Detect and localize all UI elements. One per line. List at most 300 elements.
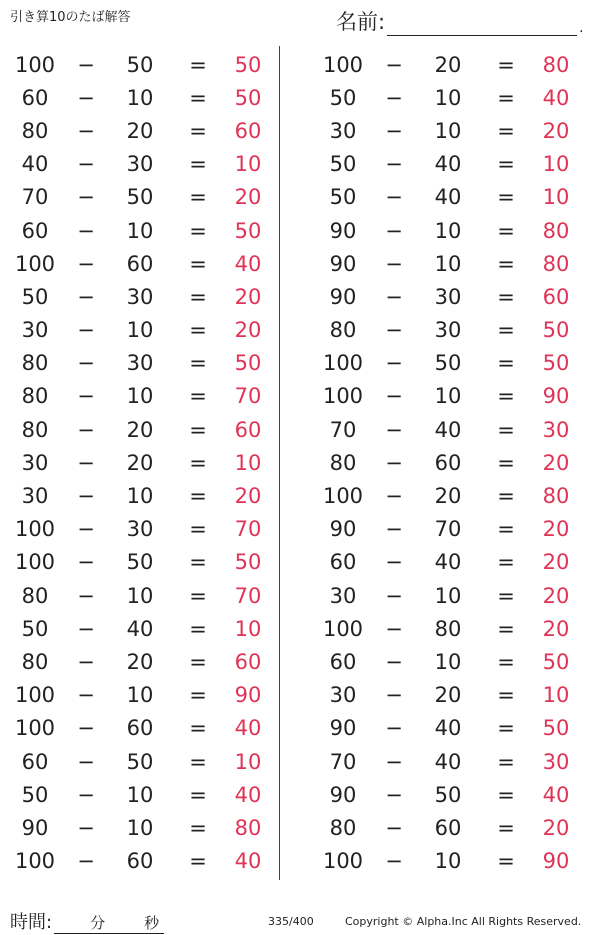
subtrahend: 10 (434, 649, 462, 674)
minus-sign: − (385, 218, 403, 243)
minus-sign: − (77, 52, 95, 77)
answer: 20 (234, 284, 262, 309)
subtrahend: 60 (434, 450, 462, 475)
problem-row (314, 380, 580, 413)
minus-sign: − (77, 218, 95, 243)
subtrahend: 10 (434, 583, 462, 608)
minuend: 40 (21, 152, 49, 177)
minuend: 80 (21, 384, 49, 409)
subtrahend: 50 (126, 185, 154, 210)
page-number: 335/400 (268, 915, 314, 928)
minus-sign: − (385, 616, 403, 641)
minus-sign: − (77, 318, 95, 343)
subtrahend: 40 (434, 716, 462, 741)
minuend: 50 (21, 284, 49, 309)
equals-sign: = (189, 218, 207, 243)
minuend: 100 (14, 716, 56, 741)
minus-sign: − (385, 849, 403, 874)
equals-sign: = (497, 450, 515, 475)
answer: 60 (234, 649, 262, 674)
answer: 40 (234, 849, 262, 874)
subtrahend: 50 (434, 782, 462, 807)
answer: 30 (542, 749, 570, 774)
problem-row (6, 347, 272, 380)
minus-sign: − (385, 815, 403, 840)
subtrahend: 10 (126, 815, 154, 840)
equals-sign: = (497, 218, 515, 243)
equals-sign: = (497, 185, 515, 210)
answer: 50 (542, 649, 570, 674)
minuend: 30 (329, 583, 357, 608)
equals-sign: = (497, 716, 515, 741)
minus-sign: − (77, 716, 95, 741)
left-problem-column (6, 48, 272, 878)
subtrahend: 60 (126, 251, 154, 276)
equals-sign: = (189, 417, 207, 442)
equals-sign: = (189, 749, 207, 774)
answer: 20 (542, 450, 570, 475)
equals-sign: = (497, 351, 515, 376)
minuend: 90 (329, 218, 357, 243)
answer: 80 (542, 251, 570, 276)
problem-row (314, 148, 580, 181)
problem-row (314, 712, 580, 745)
equals-sign: = (189, 849, 207, 874)
minuend: 100 (14, 517, 56, 542)
minus-sign: − (385, 284, 403, 309)
equals-sign: = (497, 484, 515, 509)
equals-sign: = (189, 683, 207, 708)
answer: 20 (542, 118, 570, 143)
subtrahend: 40 (126, 616, 154, 641)
minuend: 80 (21, 417, 49, 442)
subtrahend: 50 (126, 52, 154, 77)
answer: 50 (234, 85, 262, 110)
minuend: 30 (21, 484, 49, 509)
minus-sign: − (77, 251, 95, 276)
answer: 20 (542, 517, 570, 542)
problem-row (6, 81, 272, 114)
subtrahend: 10 (126, 484, 154, 509)
subtrahend: 30 (126, 152, 154, 177)
subtrahend: 20 (126, 450, 154, 475)
problem-row (6, 546, 272, 579)
equals-sign: = (189, 384, 207, 409)
problem-row (314, 413, 580, 446)
minus-sign: − (77, 450, 95, 475)
time-field (10, 908, 164, 934)
right-problem-column (314, 48, 580, 878)
answer: 10 (234, 616, 262, 641)
minuend: 70 (329, 749, 357, 774)
equals-sign: = (189, 484, 207, 509)
equals-sign: = (497, 616, 515, 641)
minuend: 80 (329, 318, 357, 343)
subtrahend: 10 (126, 218, 154, 243)
problem-row (314, 645, 580, 678)
minuend: 60 (21, 749, 49, 774)
name-end-dot: . (579, 20, 584, 36)
equals-sign: = (497, 52, 515, 77)
equals-sign: = (189, 782, 207, 807)
problem-row (6, 579, 272, 612)
answer: 80 (542, 218, 570, 243)
subtrahend: 10 (434, 849, 462, 874)
problem-row (6, 811, 272, 844)
problem-row (314, 48, 580, 81)
minus-sign: − (385, 716, 403, 741)
minuend: 100 (14, 849, 56, 874)
equals-sign: = (497, 417, 515, 442)
answer: 60 (234, 118, 262, 143)
answer: 10 (542, 152, 570, 177)
subtrahend: 30 (126, 284, 154, 309)
minuend: 60 (21, 218, 49, 243)
answer: 40 (234, 716, 262, 741)
answer: 70 (234, 583, 262, 608)
problem-row (314, 811, 580, 844)
answer: 80 (234, 815, 262, 840)
minus-sign: − (385, 351, 403, 376)
minus-sign: − (77, 185, 95, 210)
answer: 50 (234, 351, 262, 376)
minus-sign: − (385, 484, 403, 509)
answer: 10 (234, 749, 262, 774)
subtrahend: 10 (126, 318, 154, 343)
minus-sign: − (77, 351, 95, 376)
equals-sign: = (497, 118, 515, 143)
minus-sign: − (77, 683, 95, 708)
problem-row (314, 845, 580, 878)
subtrahend: 10 (434, 251, 462, 276)
minus-sign: − (385, 118, 403, 143)
minuend: 80 (21, 351, 49, 376)
minus-sign: − (77, 384, 95, 409)
worksheet-title: 引き算10のたば解答 (10, 10, 131, 25)
answer: 40 (234, 782, 262, 807)
problem-row (6, 314, 272, 347)
minus-sign: − (385, 384, 403, 409)
problem-row (314, 612, 580, 645)
answer: 50 (234, 52, 262, 77)
equals-sign: = (189, 284, 207, 309)
minus-sign: − (385, 517, 403, 542)
equals-sign: = (189, 318, 207, 343)
subtrahend: 80 (434, 616, 462, 641)
equals-sign: = (497, 683, 515, 708)
answer: 50 (542, 318, 570, 343)
minuend: 100 (14, 550, 56, 575)
minuend: 50 (329, 152, 357, 177)
subtrahend: 40 (434, 152, 462, 177)
answer: 20 (234, 185, 262, 210)
seconds-label: 秒 (144, 914, 160, 932)
subtrahend: 30 (126, 351, 154, 376)
problem-row (314, 546, 580, 579)
equals-sign: = (189, 351, 207, 376)
minuend: 30 (21, 318, 49, 343)
answer: 20 (542, 616, 570, 641)
minuend: 100 (322, 384, 364, 409)
equals-sign: = (189, 649, 207, 674)
problem-row (314, 114, 580, 147)
minus-sign: − (385, 251, 403, 276)
answer: 30 (542, 417, 570, 442)
problem-row (314, 347, 580, 380)
answer: 70 (234, 384, 262, 409)
problem-row (6, 148, 272, 181)
problem-row (314, 778, 580, 811)
equals-sign: = (189, 716, 207, 741)
minuend: 100 (322, 52, 364, 77)
minuend: 30 (21, 450, 49, 475)
answer: 50 (234, 218, 262, 243)
minus-sign: − (77, 85, 95, 110)
minuend: 100 (14, 52, 56, 77)
problem-row (314, 579, 580, 612)
problem-row (314, 181, 580, 214)
subtrahend: 20 (126, 649, 154, 674)
answer: 80 (542, 484, 570, 509)
equals-sign: = (189, 616, 207, 641)
problem-row (314, 314, 580, 347)
minus-sign: − (77, 417, 95, 442)
column-divider (279, 46, 280, 880)
subtrahend: 50 (434, 351, 462, 376)
answer: 50 (542, 351, 570, 376)
subtrahend: 20 (434, 52, 462, 77)
minus-sign: − (77, 583, 95, 608)
subtrahend: 40 (434, 417, 462, 442)
subtrahend: 40 (434, 550, 462, 575)
answer: 20 (542, 583, 570, 608)
problem-row (6, 181, 272, 214)
problem-row (314, 479, 580, 512)
subtrahend: 60 (126, 716, 154, 741)
answer: 70 (234, 517, 262, 542)
minus-sign: − (385, 649, 403, 674)
problem-row (6, 612, 272, 645)
answer: 40 (542, 782, 570, 807)
answer: 10 (542, 683, 570, 708)
minus-sign: − (77, 484, 95, 509)
equals-sign: = (189, 152, 207, 177)
subtrahend: 40 (434, 185, 462, 210)
equals-sign: = (189, 185, 207, 210)
equals-sign: = (497, 583, 515, 608)
minuend: 80 (329, 450, 357, 475)
answer: 20 (234, 484, 262, 509)
problem-row (6, 679, 272, 712)
minus-sign: − (77, 284, 95, 309)
problem-row (6, 778, 272, 811)
minuend: 90 (329, 251, 357, 276)
problem-row (6, 380, 272, 413)
problem-row (314, 81, 580, 114)
problem-row (314, 214, 580, 247)
subtrahend: 10 (126, 683, 154, 708)
minus-sign: − (77, 782, 95, 807)
minuend: 90 (21, 815, 49, 840)
answer: 90 (234, 683, 262, 708)
problem-row (6, 214, 272, 247)
problem-row (6, 513, 272, 546)
equals-sign: = (189, 815, 207, 840)
name-label: 名前: (336, 10, 386, 34)
minuend: 70 (21, 185, 49, 210)
minuend: 60 (329, 550, 357, 575)
answer: 40 (542, 85, 570, 110)
minuend: 90 (329, 782, 357, 807)
subtrahend: 10 (434, 384, 462, 409)
minus-sign: − (77, 815, 95, 840)
minus-sign: − (77, 749, 95, 774)
answer: 60 (542, 284, 570, 309)
minus-sign: − (385, 583, 403, 608)
answer: 50 (542, 716, 570, 741)
minus-sign: − (385, 683, 403, 708)
minuend: 80 (21, 649, 49, 674)
problem-row (6, 114, 272, 147)
minuend: 60 (329, 649, 357, 674)
subtrahend: 10 (434, 85, 462, 110)
problem-row (6, 845, 272, 878)
subtrahend: 20 (126, 417, 154, 442)
equals-sign: = (189, 251, 207, 276)
minuend: 60 (21, 85, 49, 110)
subtrahend: 40 (434, 749, 462, 774)
minus-sign: − (385, 550, 403, 575)
problem-row (6, 712, 272, 745)
equals-sign: = (189, 550, 207, 575)
problem-row (314, 679, 580, 712)
equals-sign: = (497, 85, 515, 110)
subtrahend: 70 (434, 517, 462, 542)
problem-row (314, 280, 580, 313)
minuend: 30 (329, 683, 357, 708)
name-field (336, 6, 584, 36)
minus-sign: − (77, 118, 95, 143)
answer: 50 (234, 550, 262, 575)
minus-sign: − (385, 417, 403, 442)
equals-sign: = (497, 517, 515, 542)
minuend: 100 (322, 849, 364, 874)
problem-row (6, 247, 272, 280)
equals-sign: = (497, 749, 515, 774)
problem-row (6, 446, 272, 479)
minuend: 70 (329, 417, 357, 442)
problem-row (6, 48, 272, 81)
subtrahend: 30 (434, 284, 462, 309)
subtrahend: 10 (434, 218, 462, 243)
minus-sign: − (77, 517, 95, 542)
equals-sign: = (497, 384, 515, 409)
minus-sign: − (385, 152, 403, 177)
answer: 80 (542, 52, 570, 77)
equals-sign: = (497, 649, 515, 674)
answer: 90 (542, 384, 570, 409)
minus-sign: − (385, 450, 403, 475)
equals-sign: = (497, 284, 515, 309)
minus-sign: − (77, 152, 95, 177)
answer: 40 (234, 251, 262, 276)
answer: 10 (234, 152, 262, 177)
subtrahend: 10 (126, 384, 154, 409)
minus-sign: − (385, 52, 403, 77)
problem-row (6, 745, 272, 778)
answer: 10 (542, 185, 570, 210)
answer: 60 (234, 417, 262, 442)
equals-sign: = (497, 152, 515, 177)
equals-sign: = (189, 583, 207, 608)
subtrahend: 30 (434, 318, 462, 343)
minuend: 100 (14, 683, 56, 708)
minus-sign: − (77, 849, 95, 874)
equals-sign: = (189, 517, 207, 542)
time-line (54, 913, 164, 934)
minuend: 50 (329, 85, 357, 110)
equals-sign: = (497, 318, 515, 343)
minus-sign: − (385, 85, 403, 110)
answer: 20 (234, 318, 262, 343)
equals-sign: = (497, 251, 515, 276)
problem-row (6, 280, 272, 313)
minus-sign: − (385, 185, 403, 210)
minus-sign: − (385, 782, 403, 807)
problem-row (314, 513, 580, 546)
subtrahend: 10 (434, 118, 462, 143)
minuend: 100 (322, 351, 364, 376)
minus-sign: − (385, 318, 403, 343)
minus-sign: − (77, 616, 95, 641)
subtrahend: 50 (126, 749, 154, 774)
minuend: 50 (329, 185, 357, 210)
problem-row (6, 479, 272, 512)
minuend: 50 (21, 782, 49, 807)
time-label: 時間: (10, 912, 53, 933)
subtrahend: 30 (126, 517, 154, 542)
minuend: 50 (21, 616, 49, 641)
subtrahend: 60 (126, 849, 154, 874)
minutes-label: 分 (90, 914, 106, 932)
problem-row (314, 446, 580, 479)
minuend: 30 (329, 118, 357, 143)
name-line (387, 13, 577, 36)
equals-sign: = (497, 782, 515, 807)
equals-sign: = (497, 550, 515, 575)
problem-row (314, 745, 580, 778)
subtrahend: 10 (126, 583, 154, 608)
minuend: 90 (329, 284, 357, 309)
minuend: 80 (21, 118, 49, 143)
minuend: 100 (14, 251, 56, 276)
minuend: 80 (329, 815, 357, 840)
minuend: 90 (329, 716, 357, 741)
minuend: 90 (329, 517, 357, 542)
minuend: 100 (322, 616, 364, 641)
subtrahend: 60 (434, 815, 462, 840)
answer: 20 (542, 550, 570, 575)
problem-row (6, 645, 272, 678)
subtrahend: 50 (126, 550, 154, 575)
problem-row (314, 247, 580, 280)
answer: 10 (234, 450, 262, 475)
answer: 90 (542, 849, 570, 874)
minus-sign: − (77, 649, 95, 674)
subtrahend: 10 (126, 782, 154, 807)
subtrahend: 20 (126, 118, 154, 143)
subtrahend: 20 (434, 683, 462, 708)
